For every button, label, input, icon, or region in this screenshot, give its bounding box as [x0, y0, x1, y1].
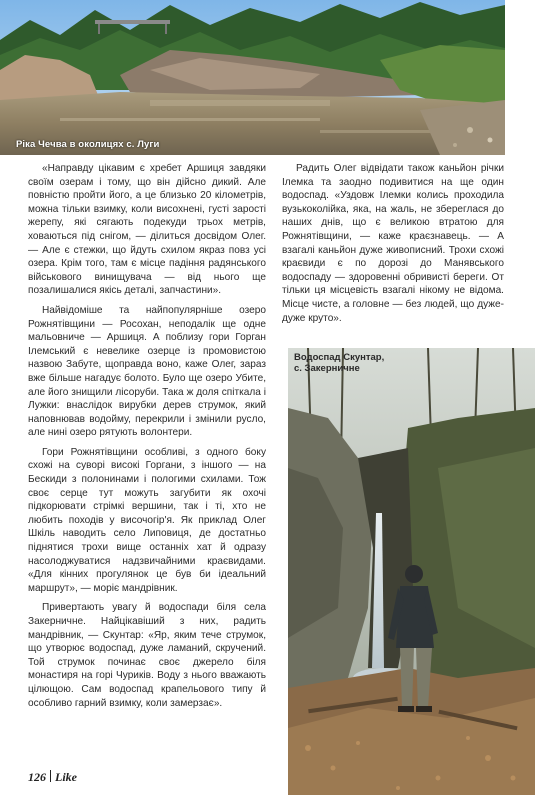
caption-line: с. Закерничне	[294, 363, 360, 374]
waterfall-photo-caption	[294, 352, 414, 374]
paragraph: Найвідоміше та найпопулярніше озеро Рожнятівщини — Росохан, неподалік ще одне мальовниче — Аршиця. А поблизу гори Горган Ілемський є невелике озерце із промовистою назвою Забуте, щоправда воно, каже Олег, зараз вже більше нагадує болото. Було ще озеро Убите, але його знищили лісоруби. Така ж доля спіткала і Лужки: внаслідок вирубки дерев струмок, який наповнював водойму, перекрили і змінили русло, але нині озеро рятують волонтери.	[28, 304, 266, 439]
page-folio	[28, 770, 77, 785]
river-photo-caption: Ріка Чечва в околицях с. Луги	[16, 139, 160, 150]
folio-divider	[50, 770, 51, 782]
paragraph: Привертають увагу й водоспади біля села Закерничне. Найцікавіший з них, радить мандрівник, — Скунтар: «Яр, яким тече струмок, що утворює водоспад, дуже ламаний, скручений. Той струмок починає своє джерело біля монастиря на горі Чуриків. Воду з нього вважають цілющою. Сам водоспад крапельового типу й особливо гарний взимку, коли замерзає».	[28, 602, 266, 709]
page-number: 126	[28, 770, 46, 784]
paragraph: Радить Олег відвідати також каньйон річки Ілемка та заодно подивитися на ще один водоспад. «Уздовж Ілемки колись проходила вузькоколійка, яка, на жаль, не збереглася до наших днів, що є великою втратою для Рожнятівщини, — каже краєзнавець. — А взагалі каньйон дуже живописний. Трохи схожі краєвиди є по дорозі до Манявського водоспаду — здоровенні обривисті береги. От тільки ця місцевість взагалі нікому не відома. Місце чисте, а головне — без людей, що дуже-дуже круто».	[282, 163, 504, 324]
magazine-name: Like	[55, 770, 77, 784]
caption-line: Водоспад Скунтар,	[294, 352, 385, 363]
river-photo	[0, 0, 505, 155]
left-text-column	[28, 162, 266, 716]
paragraph: Гори Рожнятівщини особливі, з одного боку схожі на суворі високі Горгани, з іншого — на Бескиди з полонинами і пологими схилами. Тож своє серце тут можуть загубити як охочі підкорювати стрімкі вершини, так і ті, хто не любить походів у височогір'я. Як приклад Олег Шкіль наводить село Липовиця, де достатньо піднятися трохи вище останніх хат й одразу насолоджуватися надзвичайними краєвидами. «Для кінних прогулянок це був би ідеальний маршрут», — моріє мандрівник.	[28, 446, 266, 594]
right-text-column	[282, 162, 504, 331]
paragraph: «Направду цікавим є хребет Аршиця завдяки своїм озерам і тому, що він дійсно дикий. Але повністю пройти його, а це близько 20 кілометрів, можна тільки взимку, коли висохнені, густі зарості жерепу, які сягають подекуди трьох метрів, ховаються під снігом, — ділиться досвідом Олег. — Але є стежки, що йдуть схилом якраз повз усі озера. Крім того, там є місце падіння радянського військового винищувача — від нього ще позалишалися якісь деталі, запчастини».	[28, 163, 266, 297]
waterfall-photo	[288, 348, 535, 795]
